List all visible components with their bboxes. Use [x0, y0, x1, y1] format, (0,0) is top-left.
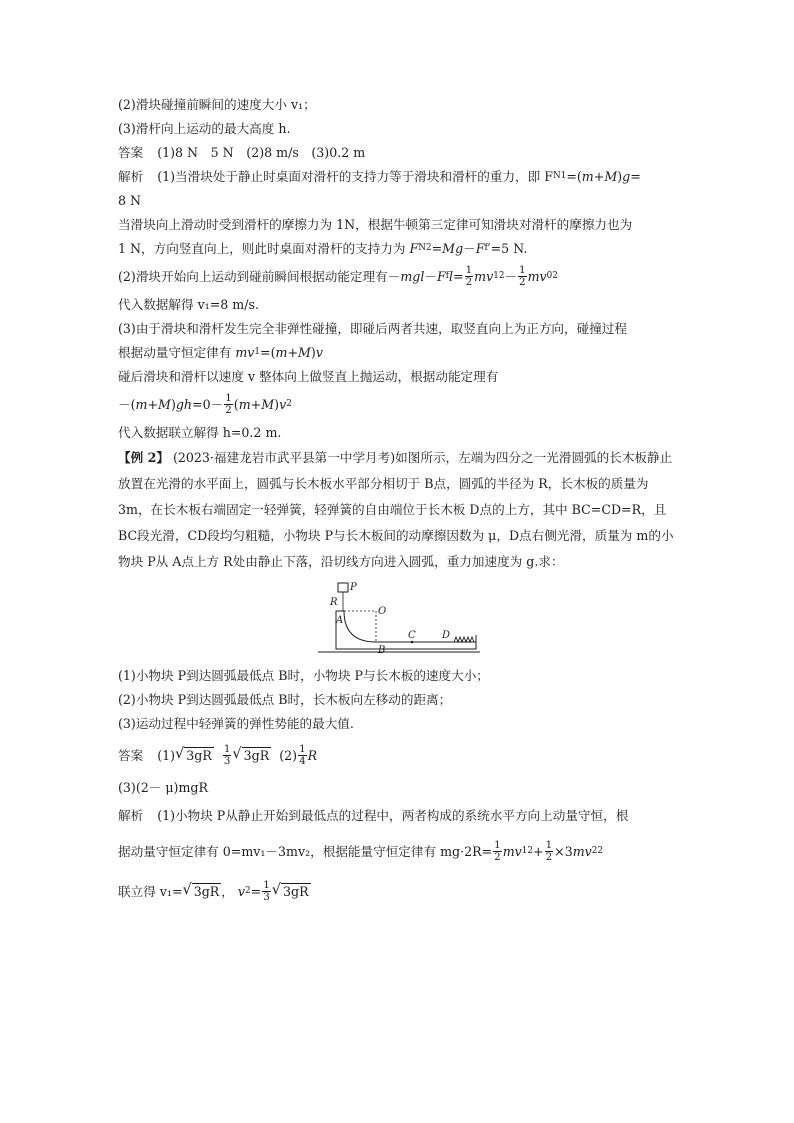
question-3: [118, 116, 678, 140]
analysis-line-1b: [118, 188, 678, 212]
analysis-text-4: (2)滑块开始向上运动到碰前瞬间根据动能定理有: [118, 268, 388, 284]
analysis-line-4: (2)滑块开始向上运动到碰前瞬间根据动能定理有 － mgl － F f l = $\frac{1}{2}$ mv 1 2 － $\frac{1}{2}$ mv 0 2: [118, 263, 558, 288]
analysis-line-2: [118, 212, 678, 236]
analysis-text-7: 根据动量守恒定律有: [118, 344, 232, 360]
answer2-line-1: 答案 (1) √ 3gR $\frac{1}{3}$ √ 3gR (2) $\frac{1}{4}$ R: [118, 742, 318, 767]
analysis-line-9: －( m + M ) gh =0－ $\frac{1}{2}$ ( m + M ) v 2: [118, 391, 292, 416]
sub-question-2: [118, 687, 678, 711]
analysis-text-10: 代入数据联立解得 h=0.2 m.: [118, 424, 282, 440]
answer2-label: 答案: [118, 747, 144, 763]
analysis-text-5: 代入数据解得 v₁=8 m/s.: [118, 296, 259, 312]
analysis-label: 解析: [118, 168, 144, 184]
answer2-part3: (3)(2－ μ)mgR: [118, 779, 208, 795]
point-c-dot: [411, 641, 414, 644]
fraction-half: $\frac{1}{2}$: [465, 263, 473, 288]
block-p: [338, 583, 348, 592]
fraction-quarter: $\frac{1}{4}$: [299, 742, 306, 767]
label-r: R: [330, 597, 338, 608]
label-d: D: [442, 630, 451, 641]
answer-body: (1)8 N 5 N (2)8 m/s (3)0.2 m: [157, 144, 366, 160]
example-label: 【例 2】: [118, 450, 169, 465]
analysis-line-10: [118, 420, 678, 444]
analysis-line-5: [118, 292, 678, 316]
label-p: P: [350, 582, 357, 593]
question-2-text: (2)滑块碰撞前瞬间的速度大小 v₁；: [118, 96, 316, 112]
sub-question-1: [118, 663, 678, 687]
board-spring-diagram: [314, 581, 484, 659]
analysis-line-6: [118, 316, 678, 340]
label-a: A: [336, 615, 344, 626]
question-3-text: (3)滑杆向上运动的最大高度 h.: [118, 120, 291, 136]
analysis-line-3: 1 N，方向竖直向上，则此时桌面对滑杆的支持力为 F N2 = Mg － F f ′=5 N.: [118, 236, 678, 260]
analysis-text-3: 1 N，方向竖直向上，则此时桌面对滑杆的支持力为: [118, 240, 406, 256]
analysis2-label: 解析: [118, 807, 144, 823]
spring: [454, 637, 474, 642]
sub-question-2-text: (2)小物块 P到达圆弧最低点 B时，长木板向左移动的距离；: [118, 691, 452, 707]
analysis-text-8: 碰后滑块和滑杆以速度 v 整体向上做竖直上抛运动，根据动能定理有: [118, 368, 499, 384]
fraction-half: $\frac{1}{2}$: [545, 838, 553, 863]
sqrt-3gr: √ 3gR: [182, 881, 220, 899]
fraction-half: $\frac{1}{2}$: [494, 838, 501, 863]
analysis-line-7: 根据动量守恒定律有 mv 1 =( m + M ) v: [118, 340, 678, 364]
analysis2-line-1: [118, 799, 678, 831]
analysis-text-1b: 8 N: [118, 192, 142, 208]
answer-line-1: [118, 140, 678, 164]
analysis-text-1: (1)当滑块处于静止时桌面对滑杆的支持力等于滑块和滑杆的重力，即 F: [157, 168, 553, 184]
sub-question-1-text: (1)小物块 P到达圆弧最低点 B时，小物块 P与长木板的速度大小；: [118, 667, 489, 683]
label-o: O: [378, 606, 387, 617]
analysis2-line-2: 据动量守恒定律有 0=mv₁－3mv₂，根据能量守恒定律有 mg·2R= $\frac{1}{2}$ mv 1 2 + $\frac{1}{2}$ ×3 mv 2 2: [118, 838, 603, 863]
example-text: (2023·福建龙岩市武平县第一中学月考)如图所示，左端为四分之一光滑圆弧的长木板静止放置在光滑的水平面上，圆弧与长木板水平部分相切于 B点，圆弧的半径为 R，长木板的质量为 3m，在长木板右端固定一轻弹簧，轻弹簧的自由端位于长木板 D点的上方，其中 BC=CD=R，且 BC段光滑，CD段均匀粗糙，小物块 P与长木板间的动摩擦因数为 μ，D点右侧光滑，质量为 m的小物块 P从 A点上方 R处由静止下落，沿切线方向进入圆弧，重力加速度为 g.求：: [118, 450, 674, 569]
fraction-third: $\frac{1}{3}$: [263, 878, 270, 903]
analysis-line-1: 解析 (1)当滑块处于静止时桌面对滑杆的支持力等于滑块和滑杆的重力，即 F N1 =( m + M ) g =: [118, 164, 678, 188]
sqrt-3gr: √ 3gR: [175, 745, 212, 763]
sqrt-3gr: √ 3gR: [232, 745, 270, 763]
analysis2-text-1: (1)小物块 P从静止开始到最低点的过程中，两者构成的系统水平方向上动量守恒，根: [157, 807, 629, 823]
example-2-statement: [118, 445, 678, 575]
physics-figure: [118, 581, 678, 659]
label-b: B: [378, 645, 386, 656]
fraction-half: $\frac{1}{2}$: [519, 263, 526, 288]
analysis-text-6: (3)由于滑块和滑杆发生完全非弹性碰撞，即碰后两者共速，取竖直向上为正方向，碰撞过程: [118, 320, 627, 336]
sqrt-3gr: √ 3gR: [271, 881, 309, 899]
analysis2-text-2: 据动量守恒定律有 0=mv₁－3mv₂，根据能量守恒定律有 mg·2R=: [118, 843, 493, 859]
sub-question-3: [118, 711, 678, 735]
analysis2-text-3: 联立得 v₁=: [118, 883, 183, 899]
analysis-text-2: 当滑块向上滑动时受到滑杆的摩擦力为 1N，根据牛顿第三定律可知滑块对滑杆的摩擦力也为: [118, 216, 633, 232]
answer2-line-2: [118, 775, 678, 799]
label-c: C: [408, 630, 416, 641]
analysis-line-8: [118, 364, 678, 388]
answer-label: 答案: [118, 144, 144, 160]
sub-question-3-text: (3)运动过程中轻弹簧的弹性势能的最大值.: [118, 715, 354, 731]
question-2: [118, 92, 678, 116]
analysis2-line-3: 联立得 v₁= √ 3gR ， v 2 = $\frac{1}{3}$ √ 3gR: [118, 878, 309, 903]
long-board: [336, 611, 476, 649]
fraction-third: $\frac{1}{3}$: [223, 742, 231, 767]
fraction-half: $\frac{1}{2}$: [225, 391, 232, 416]
page-content: [118, 92, 678, 911]
